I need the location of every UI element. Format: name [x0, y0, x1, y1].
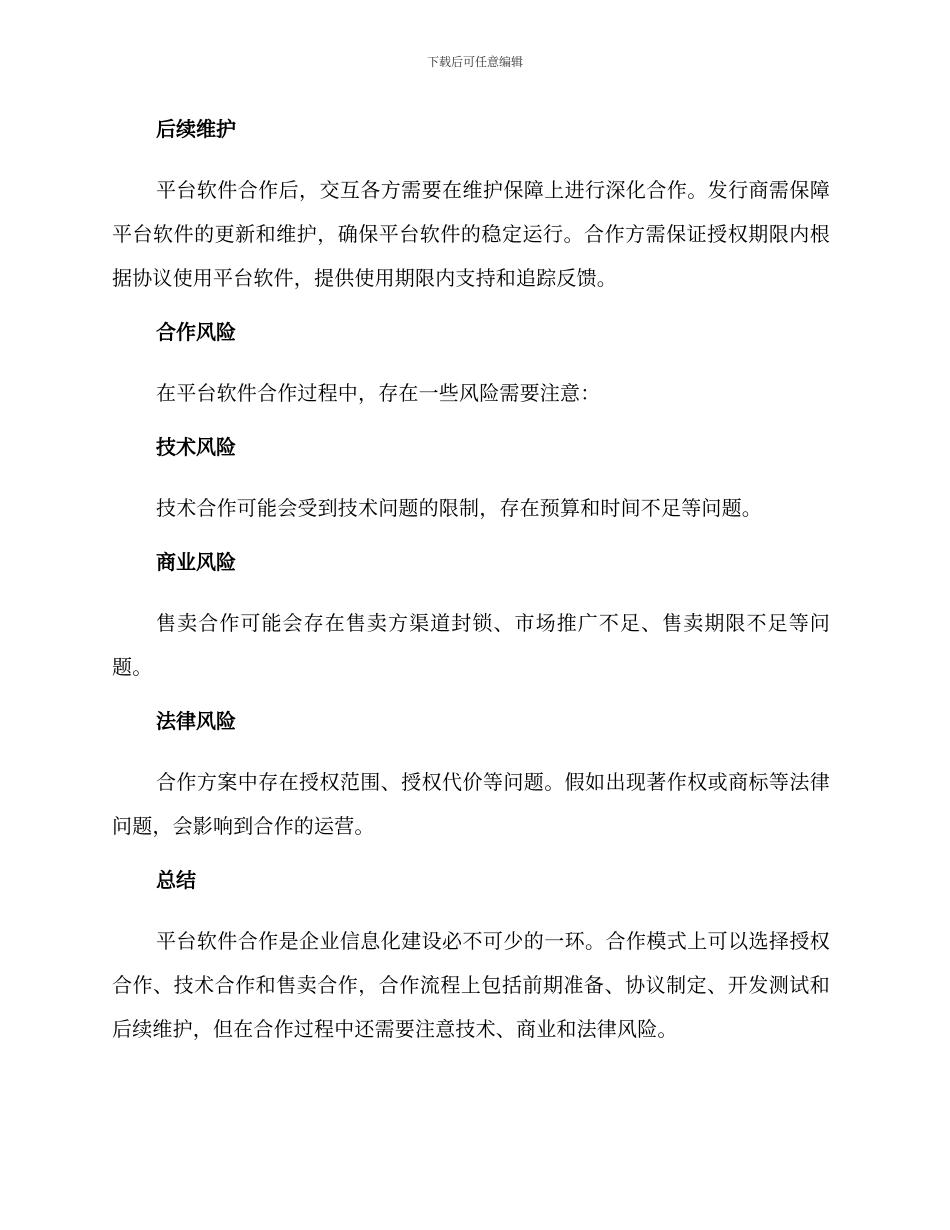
- section-technical-risk: [112, 428, 830, 530]
- section-legal-risk: [112, 702, 830, 848]
- section-heading: 商业风险: [156, 550, 236, 574]
- section-summary: [112, 861, 830, 1051]
- section-paragraph: 平台软件合作是企业信息化建设必不可少的一环。合作模式上可以选择授权合作、技术合作和售卖合作，合作流程上包括前期准备、协议制定、开发测试和后续维护，但在合作过程中还需要注意技术、商业和法律风险。: [112, 929, 830, 1041]
- section-paragraph: 平台软件合作后，交互各方需要在维护保障上进行深化合作。发行商需保障平台软件的更新和维护，确保平台软件的稳定运行。合作方需保证授权期限内根据协议使用平台软件，提供使用期限内支持和追踪反馈。: [112, 178, 830, 290]
- page-header: 下载后可任意编辑: [426, 55, 523, 69]
- section-heading: 合作风险: [156, 320, 236, 344]
- section-paragraph: 合作方案中存在授权范围、授权代价等问题。假如出现著作权或商标等法律问题，会影响到合作的运营。: [112, 770, 830, 838]
- section-heading: 总结: [156, 868, 196, 892]
- section-cooperation-risk: [112, 313, 830, 415]
- section-paragraph: 售卖合作可能会存在售卖方渠道封锁、市场推广不足、售卖期限不足等问题。: [112, 611, 830, 679]
- section-business-risk: [112, 543, 830, 689]
- section-paragraph: 在平台软件合作过程中，存在一些风险需要注意：: [156, 381, 601, 405]
- section-maintenance: [112, 110, 830, 300]
- document-body: [112, 110, 830, 1064]
- section-heading: 技术风险: [156, 435, 236, 459]
- section-paragraph: 技术合作可能会受到技术问题的限制，存在预算和时间不足等问题。: [156, 496, 762, 520]
- section-heading: 后续维护: [156, 117, 236, 141]
- section-heading: 法律风险: [156, 709, 236, 733]
